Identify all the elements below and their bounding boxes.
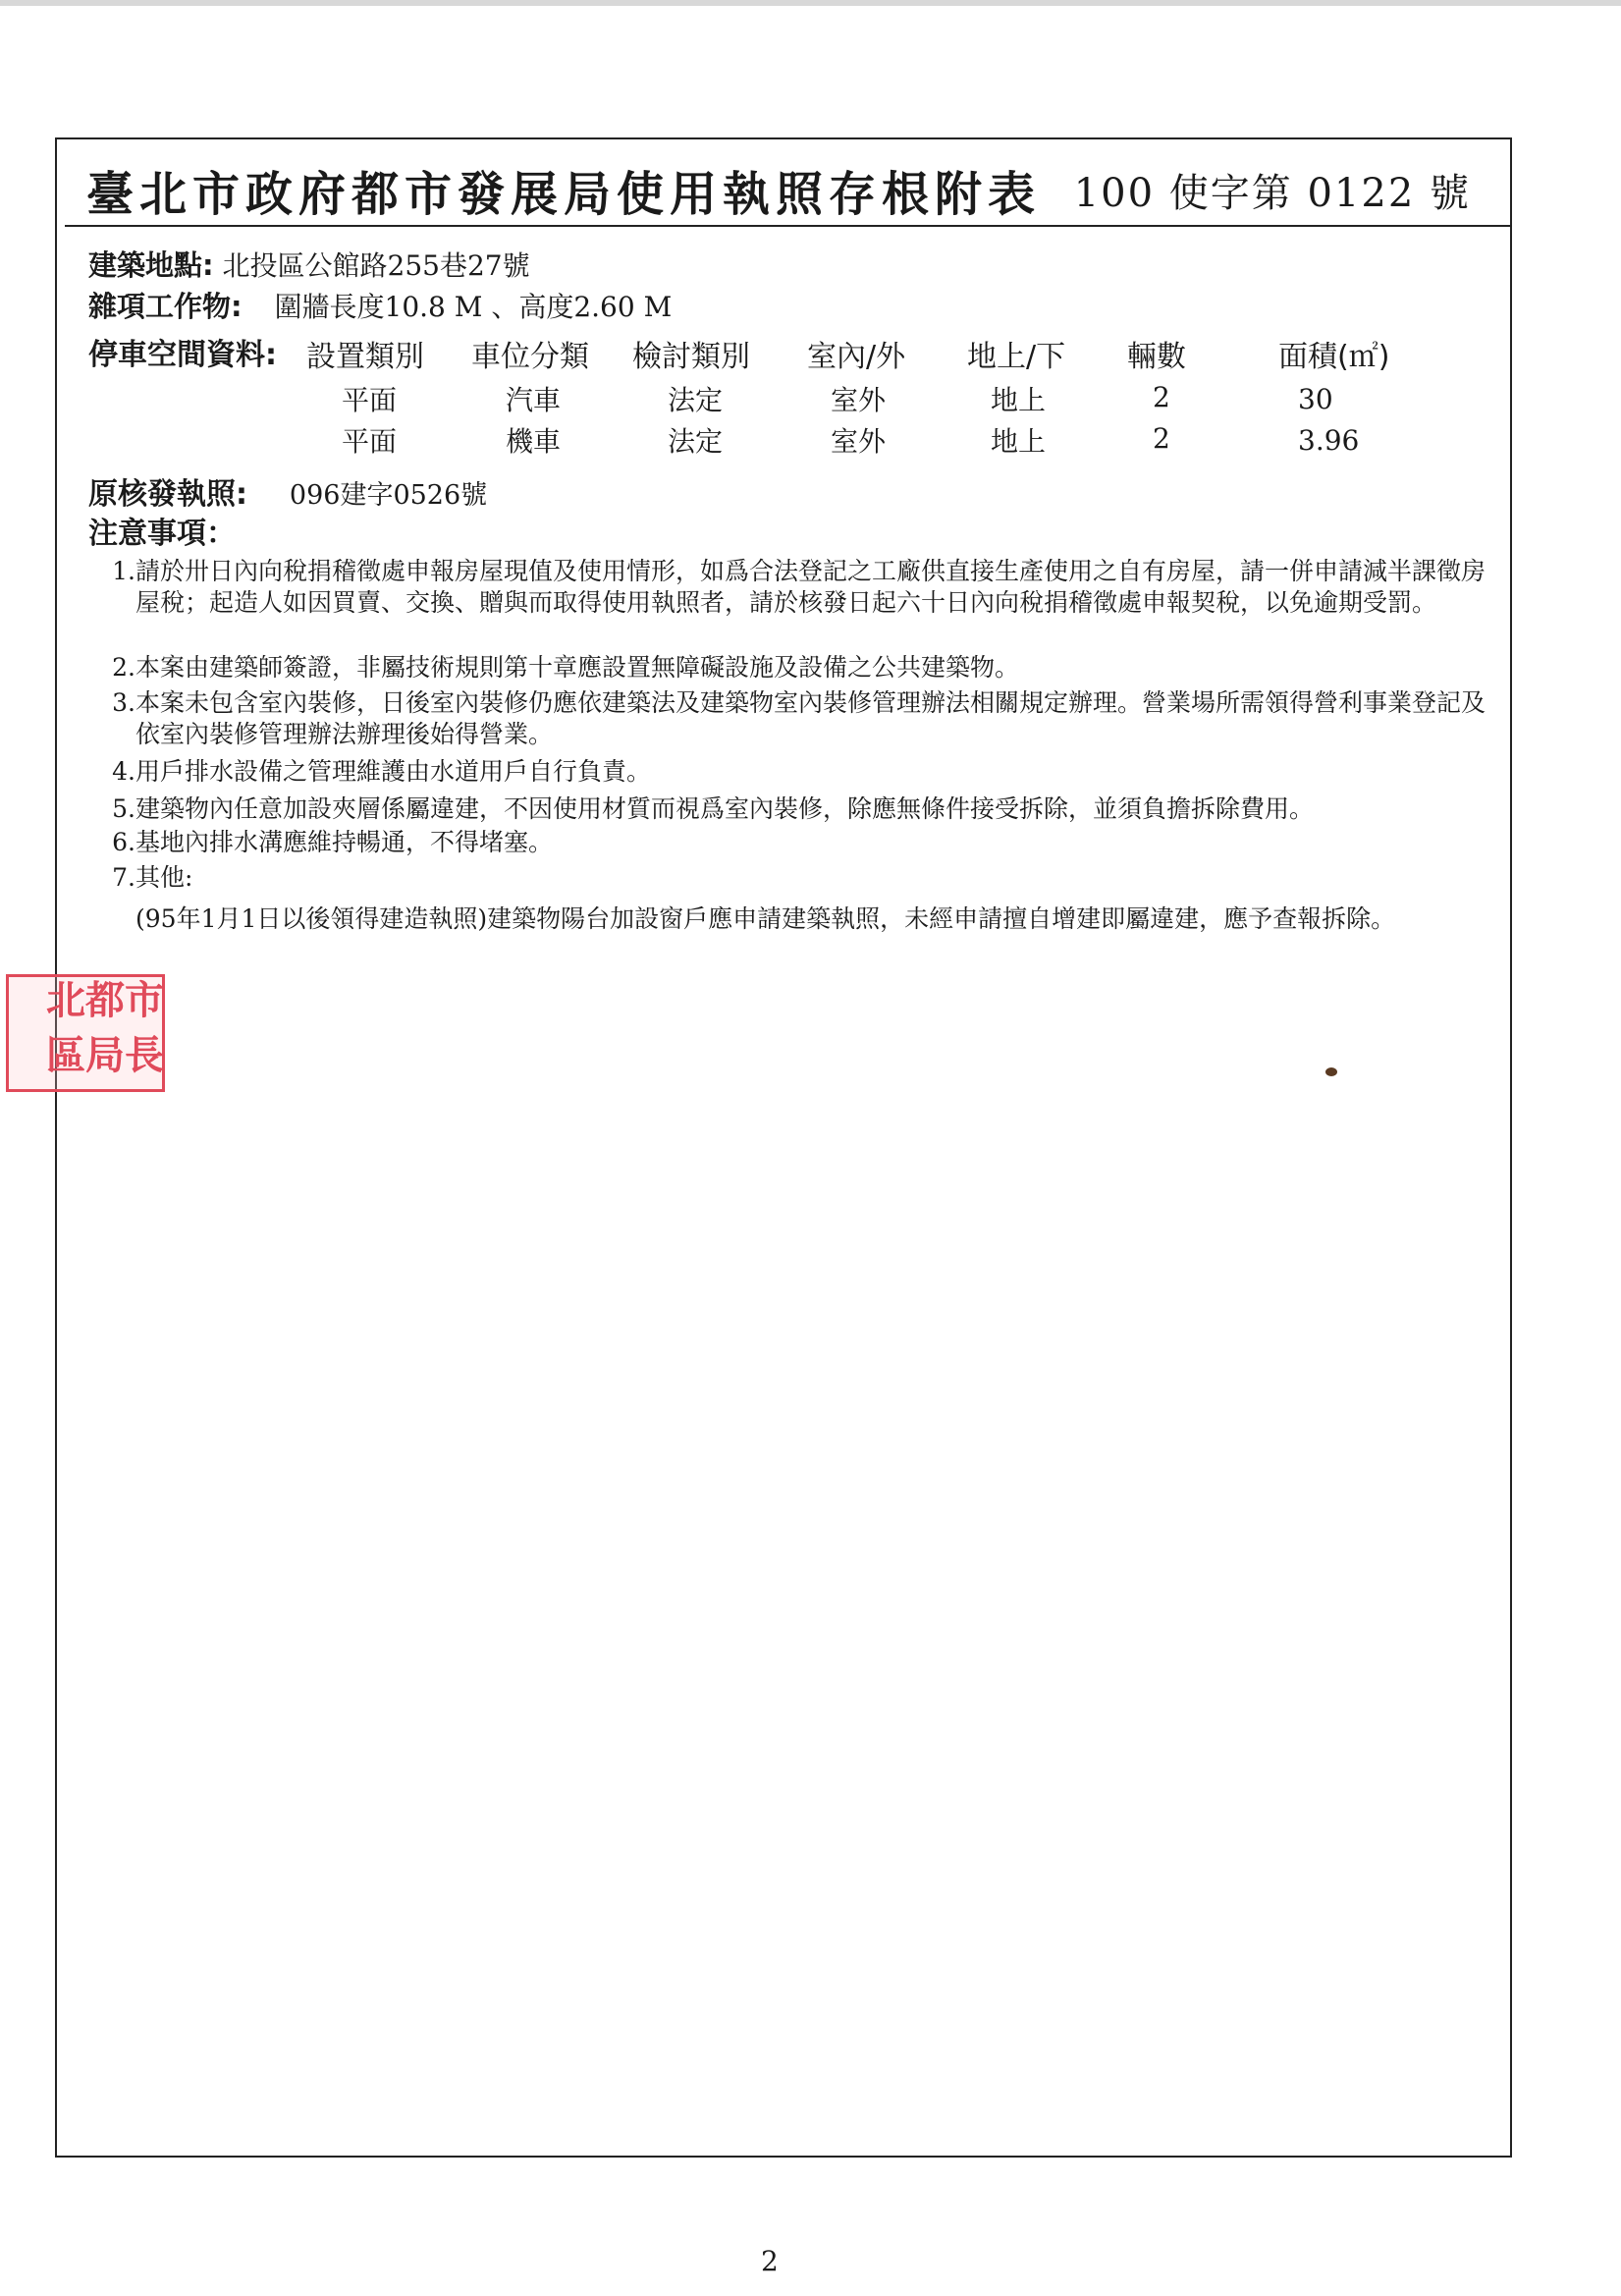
- original-permit-value: 096建字0526號: [289, 480, 488, 511]
- seal-glyph: 都: [85, 978, 125, 1023]
- misc-structure-value: 圍牆長度10.8 M 、高度2.60 M: [274, 291, 673, 323]
- note-text: 請於卅日內向稅捐稽徵處申報房屋現值及使用情形，如爲合法登記之工廠供直接生產使用之自有房屋，請一併申請減半課徵房屋稅；起造人如因買賣、交換、贈與而取得使用執照者，請於核發日起六十日內向稅捐稽徵處申報契稅，以免逾期受罰。: [135, 557, 1486, 617]
- note-text: 建築物內任意加設夾層係屬違建，不因使用材質而視爲室內裝修，除應無條件接受拆除，並須負擔拆除費用。: [135, 794, 1315, 823]
- parking-cell: 2: [1153, 381, 1170, 413]
- note-number: 2.: [112, 653, 135, 682]
- parking-cell: 地上: [991, 384, 1047, 416]
- parking-cell: 平面: [342, 384, 398, 416]
- location-row: [88, 244, 530, 284]
- seal-glyph: 長: [125, 1033, 164, 1078]
- note-item: [106, 827, 1490, 858]
- note-number: 4.: [112, 757, 135, 786]
- permit-number: 100 使字第 0122 號: [1073, 171, 1471, 216]
- parking-cell: 法定: [668, 425, 724, 458]
- scan-edge: [0, 0, 1621, 6]
- note-text: 基地內排水溝應維持暢通，不得堵塞。: [135, 828, 554, 856]
- note-text: 本案未包含室內裝修，日後室內裝修仍應依建築法及建築物室內裝修管理辦法相關規定辦理。營業場所需領得營利事業登記及依室內裝修管理辦法辦理後始得營業。: [135, 688, 1486, 748]
- parking-label: 停車空間資料:: [88, 338, 277, 372]
- parking-header-review: 檢討類別: [632, 340, 750, 374]
- note-text: 本案由建築師簽證，非屬技術規則第十章應設置無障礙設施及設備之公共建築物。: [135, 653, 1020, 682]
- parking-cell: 室外: [831, 384, 887, 416]
- misc-structure-label: 雜項工作物:: [88, 290, 243, 323]
- notes-title: 注意事項：: [88, 517, 236, 551]
- location-value: 北投區公館路255巷27號: [222, 249, 530, 282]
- note-number: 1.: [112, 557, 135, 585]
- document-title: 臺北市政府都市發展局使用執照存根附表: [86, 167, 1042, 222]
- parking-header-indoor: 室內/外: [807, 340, 906, 374]
- parking-header-count: 輛數: [1127, 340, 1186, 374]
- parking-cell: 地上: [991, 425, 1047, 458]
- misc-structure-row: [88, 285, 672, 325]
- parking-cell: 機車: [506, 425, 562, 458]
- note-item: [106, 793, 1490, 825]
- note-item: [106, 862, 1490, 894]
- note-number: 3.: [112, 688, 135, 717]
- parking-header-type: 設置類別: [306, 340, 424, 374]
- note-text: 其他:: [135, 863, 193, 892]
- note-number: 5.: [112, 794, 135, 823]
- location-label: 建築地點:: [88, 248, 214, 282]
- parking-header-level: 地上/下: [967, 340, 1066, 374]
- parking-header-category: 車位分類: [471, 340, 589, 374]
- parking-cell: 2: [1153, 422, 1170, 455]
- parking-cell: 法定: [668, 384, 724, 416]
- seal-glyph: 北: [46, 978, 85, 1023]
- note-item: [106, 903, 1490, 935]
- note-number: 6.: [112, 828, 135, 856]
- seal-glyph: 區: [46, 1033, 85, 1078]
- official-seal: [6, 974, 165, 1092]
- seal-glyph: 局: [85, 1033, 125, 1078]
- page-number: 2: [761, 2245, 779, 2277]
- seal-glyph: 市: [125, 978, 164, 1023]
- note-text: (95年1月1日以後領得建造執照)建築物陽台加設窗戶應申請建築執照，未經申請擅自增建即屬違建，應予查報拆除。: [135, 904, 1396, 933]
- document-header: [65, 140, 1510, 227]
- parking-cell: 汽車: [506, 384, 562, 416]
- original-permit-label: 原核發執照:: [88, 477, 247, 512]
- document-frame: [55, 137, 1512, 2158]
- parking-cell: 30: [1298, 383, 1333, 415]
- note-item: [106, 687, 1490, 750]
- note-item: [106, 756, 1490, 788]
- parking-header-area: 面積(㎡): [1278, 340, 1390, 374]
- parking-cell: 室外: [831, 425, 887, 458]
- original-permit-row: [88, 469, 487, 513]
- note-item: [106, 556, 1490, 619]
- note-text: 用戶排水設備之管理維護由水道用戶自行負責。: [135, 757, 652, 786]
- note-item: [106, 652, 1490, 683]
- parking-label-row: [88, 330, 277, 373]
- parking-cell: 3.96: [1298, 424, 1360, 457]
- scan-speck: [1325, 1067, 1337, 1076]
- parking-cell: 平面: [342, 425, 398, 458]
- note-number: 7.: [112, 863, 135, 892]
